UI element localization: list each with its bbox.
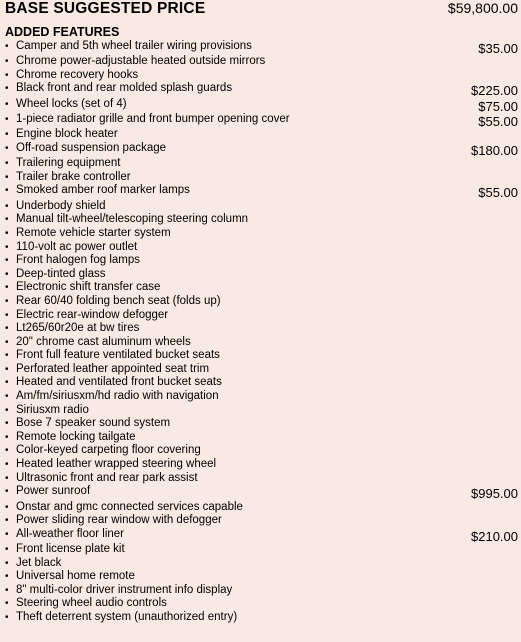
list-item: [5, 363, 518, 377]
feature-name: • Trailering equipment: [5, 157, 120, 171]
list-item: [5, 417, 518, 431]
feature-name: • Color-keyed carpeting floor covering: [5, 444, 201, 458]
list-item: [5, 472, 518, 486]
list-item: [5, 584, 518, 598]
feature-name: • Ultrasonic front and rear park assist: [5, 472, 198, 486]
feature-name: • Theft deterrent system (unauthorized entry): [5, 611, 237, 625]
list-item: [5, 227, 518, 241]
list-item: [5, 184, 518, 199]
feature-name: • Off-road suspension package: [5, 142, 166, 156]
added-features-title: ADDED FEATURES: [5, 25, 120, 39]
list-item: [5, 40, 518, 55]
list-item: [5, 528, 518, 543]
feature-price: $225.00: [471, 83, 518, 99]
list-item: [5, 485, 518, 500]
list-item: [5, 597, 518, 611]
feature-name: • Engine block heater: [5, 128, 118, 142]
list-item: [5, 98, 518, 113]
list-item: [5, 390, 518, 404]
list-item: [5, 113, 518, 128]
list-item: [5, 376, 518, 390]
feature-name: • Bose 7 speaker sound system: [5, 417, 170, 431]
list-item: [5, 557, 518, 571]
feature-name: • All-weather floor liner: [5, 528, 124, 542]
feature-name: • Jet black: [5, 557, 61, 571]
feature-name: • Rear 60/40 folding bench seat (folds up): [5, 295, 221, 309]
feature-name: • 20" chrome cast aluminum wheels: [5, 336, 191, 350]
feature-name: • Chrome power-adjustable heated outside mirrors: [5, 55, 265, 69]
feature-name: • Chrome recovery hooks: [5, 69, 138, 83]
feature-name: • 8" multi-color driver instrument info display: [5, 584, 232, 598]
feature-price: $35.00: [478, 41, 518, 56]
feature-price: $55.00: [478, 114, 518, 130]
feature-name: • Front full feature ventilated bucket seats: [5, 349, 220, 363]
list-item: [5, 200, 518, 214]
list-item: [5, 268, 518, 282]
list-item: [5, 55, 518, 69]
list-item: [5, 213, 518, 227]
list-item: [5, 404, 518, 418]
feature-name: • Smoked amber roof marker lamps: [5, 184, 190, 198]
list-item: [5, 128, 518, 142]
base-price-value: $59,800.00: [447, 0, 518, 16]
feature-name: • Front halogen fog lamps: [5, 254, 140, 268]
list-item: [5, 82, 518, 97]
feature-name: • Power sunroof: [5, 485, 90, 499]
feature-name: • Am/fm/siriusxm/hd radio with navigation: [5, 390, 219, 404]
list-item: [5, 444, 518, 458]
list-item: [5, 322, 518, 336]
feature-name: • Black front and rear molded splash guards: [5, 82, 232, 96]
list-item: [5, 543, 518, 557]
feature-name: • 1-piece radiator grille and front bumper opening cover: [5, 113, 290, 127]
list-item: [5, 309, 518, 323]
list-item: [5, 295, 518, 309]
feature-name: • 110-volt ac power outlet: [5, 241, 137, 255]
base-price-title: BASE SUGGESTED PRICE: [5, 0, 206, 17]
list-item: [5, 171, 518, 185]
feature-name: • Power sliding rear window with defogger: [5, 514, 222, 528]
list-item: [5, 281, 518, 295]
feature-name: • Electronic shift transfer case: [5, 281, 160, 295]
list-item: [5, 458, 518, 472]
feature-name: • Steering wheel audio controls: [5, 597, 167, 611]
feature-name: • Remote vehicle starter system: [5, 227, 171, 241]
list-item: [5, 241, 518, 255]
feature-name: • Underbody shield: [5, 200, 106, 214]
feature-price: $55.00: [478, 185, 518, 201]
feature-name: • Heated leather wrapped steering wheel: [5, 458, 216, 472]
feature-name: • Perforated leather appointed seat trim: [5, 363, 209, 377]
feature-name: • Wheel locks (set of 4): [5, 98, 127, 112]
feature-name: • Lt265/60r20e at bw tires: [5, 322, 139, 336]
list-item: [5, 349, 518, 363]
feature-name: • Deep-tinted glass: [5, 268, 106, 282]
feature-price: $180.00: [471, 142, 518, 158]
feature-name: • Siriusxm radio: [5, 404, 89, 418]
feature-name: • Trailer brake controller: [5, 171, 131, 185]
feature-name: • Front license plate kit: [5, 543, 125, 557]
feature-name: • Camper and 5th wheel trailer wiring provisions: [5, 40, 252, 54]
base-price-row: [5, 0, 518, 18]
feature-name: • Manual tilt-wheel/telescoping steering column: [5, 213, 248, 227]
feature-price: $210.00: [471, 528, 518, 544]
feature-name: • Heated and ventilated front bucket seats: [5, 376, 222, 390]
list-item: [5, 431, 518, 445]
feature-price: $75.00: [478, 98, 518, 114]
features-list: [5, 40, 518, 625]
list-item: [5, 514, 518, 528]
feature-name: • Remote locking tailgate: [5, 431, 136, 445]
list-item: [5, 336, 518, 350]
feature-price: $995.00: [471, 486, 518, 502]
list-item: [5, 254, 518, 268]
list-item: [5, 570, 518, 584]
list-item: [5, 611, 518, 625]
list-item: [5, 501, 518, 515]
feature-name: • Universal home remote: [5, 570, 135, 584]
list-item: [5, 142, 518, 157]
list-item: [5, 157, 518, 171]
feature-name: • Electric rear-window defogger: [5, 309, 168, 323]
list-item: [5, 69, 518, 83]
feature-name: • Onstar and gmc connected services capable: [5, 501, 243, 515]
